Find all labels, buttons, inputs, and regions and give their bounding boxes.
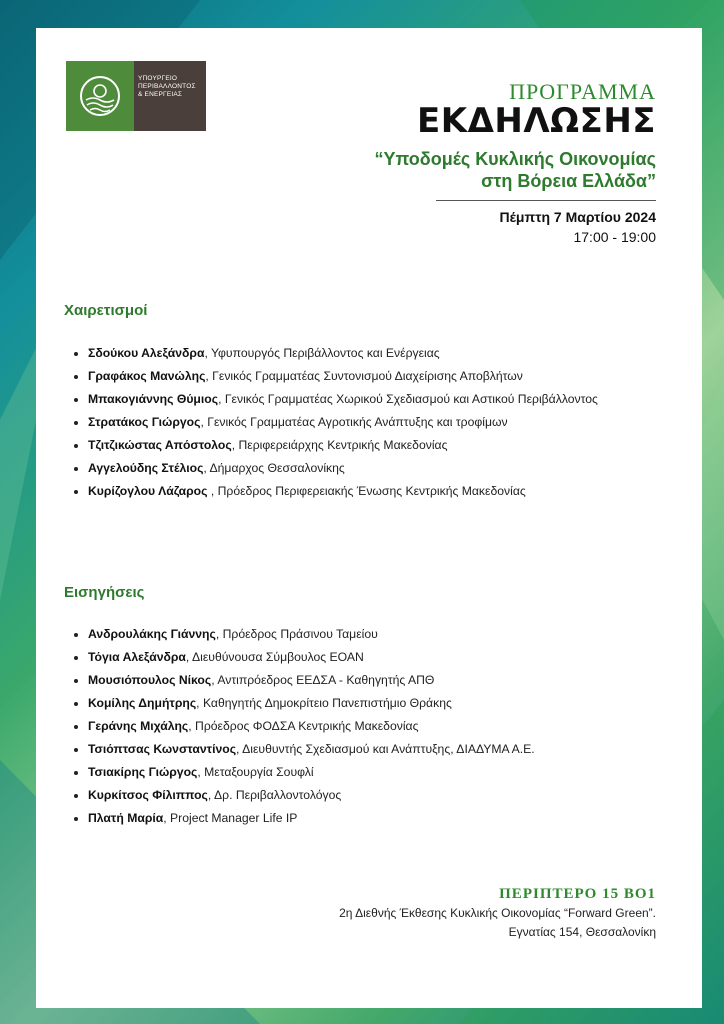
speaker-role: , Υφυπουργός Περιβάλλοντος και Ενέργειας [204,346,440,360]
title-ekdilosis: ΕΚΔΗΛΩΣΗΣ [417,101,656,141]
speaker-role: , Περιφερειάρχης Κεντρικής Μακεδονίας [231,438,448,452]
list-item [88,738,658,761]
speaker-role: , Πρόεδρος Περιφερειακής Ένωσης Κεντρικής Μακεδονίας [207,484,526,498]
speaker-role: , Καθηγητής Δημοκρίτειο Πανεπιστήμιο Θράκης [196,696,452,710]
speaker-role: , Αντιπρόεδρος ΕΕΔΣΑ - Καθηγητής ΑΠΘ [211,673,435,687]
list-item [88,784,658,807]
speaker-name: Στρατάκος Γιώργος [88,415,201,429]
ministry-name-line: & ΕΝΕΡΓΕΙΑΣ [138,91,183,98]
venue-footer [339,884,656,942]
presentations-list [70,623,658,830]
speaker-name: Πλατή Μαρία [88,811,164,825]
event-date: Πέμπτη 7 Μαρτίου 2024 [499,209,656,225]
event-header [375,80,657,247]
list-item [88,669,658,692]
list-item [88,434,658,457]
event-time: 17:00 - 19:00 [573,229,656,245]
header-divider [436,200,656,201]
event-subtitle [375,148,657,192]
section-title-presentations: Εισηγήσεις [64,584,145,601]
speaker-role: , Γενικός Γραμματέας Αγροτικής Ανάπτυξης και τροφίμων [200,415,508,429]
booth-number: ΠΕΡΙΠΤΕΡΟ 15 ΒΟ1 [499,886,656,902]
list-item [88,411,658,434]
speaker-name: Σδούκου Αλεξάνδρα [88,346,205,360]
ministry-name-line: ΠΕΡΙΒΑΛΛΟΝΤΟΣ [138,83,196,90]
speaker-role: , Διευθυντής Σχεδιασμού και Ανάπτυξης, ΔΙΑΔΥΜΑ Α.Ε. [236,742,535,756]
exhibition-name: 2η Διεθνής Έκθεσης Κυκλικής Οικονομίας “Forward Green”. [339,906,656,920]
list-item [88,692,658,715]
speaker-name: Τσιόπτσας Κωνσταντίνος [88,742,237,756]
speaker-name: Μουσιόπουλος Νίκος [88,673,212,687]
list-item [88,807,658,830]
speaker-name: Τσιακίρης Γιώργος [88,765,198,779]
speaker-name: Κυρίζογλου Λάζαρος [88,484,208,498]
ministry-name-line: ΥΠΟΥΡΓΕΙΟ [138,75,178,82]
speaker-role: , Δρ. Περιβαλλοντολόγος [207,788,342,802]
speaker-name: Γεράνης Μιχάλης [88,719,189,733]
speaker-role: , Γενικός Γραμματέας Συντονισμού Διαχείρισης Αποβλήτων [205,369,523,383]
speaker-role: , Μεταξουργία Σουφλί [197,765,314,779]
speaker-name: Τόγια Αλεξάνδρα [88,650,186,664]
event-subtitle-line: “Υποδομές Κυκλικής Οικονομίας [374,149,656,169]
speaker-name: Τζιτζικώστας Απόστολος [88,438,232,452]
speaker-role: , Πρόεδρος Πράσινου Ταμείου [215,627,378,641]
speaker-role: , Γενικός Γραμματέας Χωρικού Σχεδιασμού και Αστικού Περιβάλλοντος [218,392,598,406]
speaker-name: Κυρκίτσος Φίλιππος [88,788,208,802]
list-item [88,480,658,503]
speaker-role: , Δήμαρχος Θεσσαλονίκης [203,461,345,475]
list-item [88,761,658,784]
title-programma: ΠΡΟΓΡΑΜΜΑ [509,79,656,104]
venue-address: Εγνατίας 154, Θεσσαλονίκη [508,925,656,939]
list-item [88,388,658,411]
ministry-emblem-icon [66,61,134,131]
section-title-greetings: Χαιρετισμοί [64,302,148,319]
ministry-logo [66,61,206,131]
event-subtitle-line: στη Βόρεια Ελλάδα” [481,171,656,191]
speaker-name: Αγγελούδης Στέλιος [88,461,204,475]
ministry-name [134,61,206,131]
list-item [88,365,658,388]
list-item [88,457,658,480]
list-item [88,623,658,646]
speaker-name: Κομίλης Δημήτρης [88,696,197,710]
speaker-name: Μπακογιάννης Θύμιος [88,392,219,406]
speaker-role: , Project Manager Life IP [163,811,298,825]
list-item [88,715,658,738]
speaker-name: Ανδρουλάκης Γιάννης [88,627,216,641]
greetings-list [70,342,658,503]
speaker-role: , Διευθύνουσα Σύμβουλος ΕΟΑΝ [185,650,364,664]
speaker-name: Γραφάκος Μανώλης [88,369,206,383]
speaker-role: , Πρόεδρος ΦΟΔΣΑ Κεντρικής Μακεδονίας [188,719,419,733]
list-item [88,342,658,365]
list-item [88,646,658,669]
